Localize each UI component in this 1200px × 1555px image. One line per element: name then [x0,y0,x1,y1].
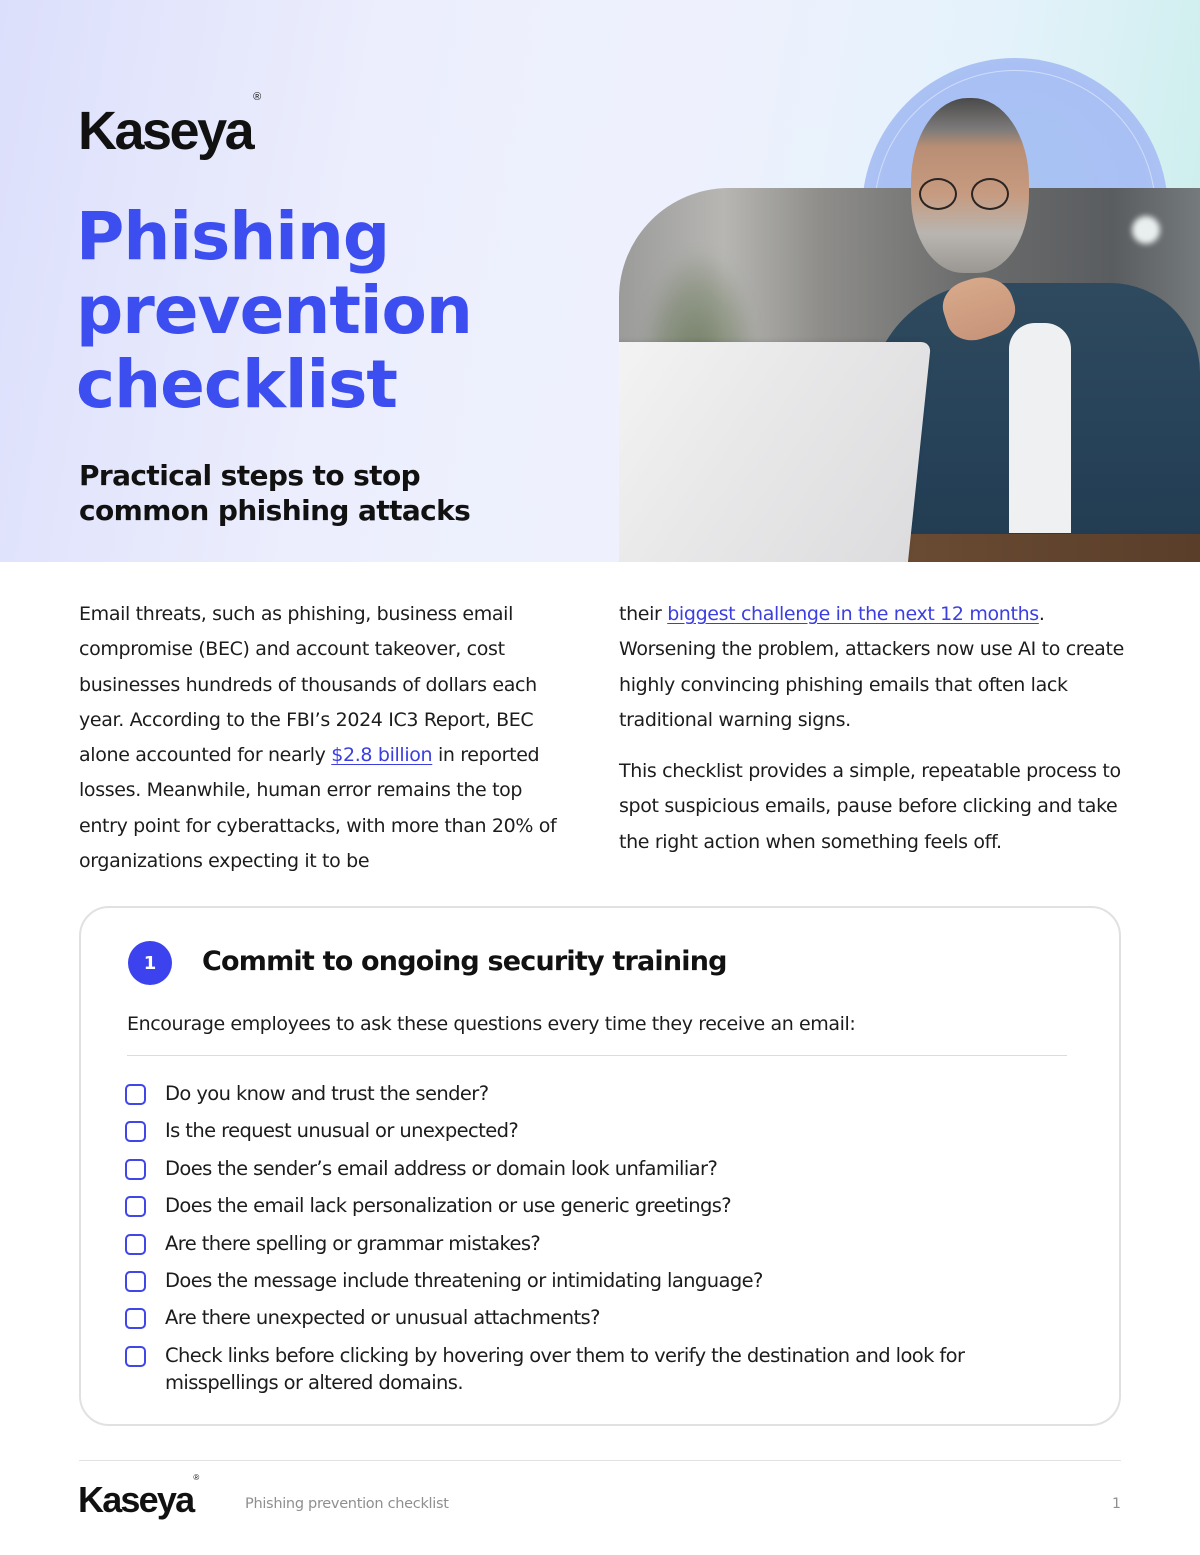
intro-text: . Worsening the problem, attackers now use AI to create highly convincing phishing emails that often lack traditional warning signs. [619,603,1124,731]
intro-text: in reported losses. Meanwhile, human error remains the top entry point for cyberattacks, with more than 20% of organizations expecting it to be [79,744,557,873]
divider [127,1055,1067,1056]
checkbox-icon[interactable] [125,1308,146,1329]
hero-banner [0,0,1200,562]
intro-text: their [619,603,668,625]
kaseya-logo [78,91,262,161]
laptop [619,342,931,562]
checklist-item[interactable] [125,1230,1025,1258]
checklist-item[interactable] [125,1304,1025,1332]
checklist-item-label: Are there unexpected or unusual attachments? [165,1306,600,1330]
checklist-item[interactable] [125,1155,1025,1183]
checkbox-icon[interactable] [125,1159,146,1180]
checklist-item[interactable] [125,1117,1025,1145]
checklist-item-label: Does the message include threatening or intimidating language? [165,1268,763,1292]
checklist [125,1080,1025,1405]
checklist-purpose-paragraph: This checklist provides a simple, repeatable process to spot suspicious emails, pause before clicking and take the right action when something feels off. [619,760,1121,853]
checklist-item-label: Are there spelling or grammar mistakes? [165,1231,541,1255]
intro-paragraph [79,597,569,879]
checklist-item-label: Check links before clicking by hovering over them to verify the destination and look for misspellings or altered domains. [165,1343,965,1394]
page-number: 1 [1112,1496,1121,1512]
intro-paragraph [619,597,1129,738]
checklist-item[interactable] [125,1267,1025,1295]
glasses-icon [919,178,1019,210]
light-bokeh [1132,216,1160,244]
biggest-challenge-link[interactable]: biggest challenge in the next 12 months [667,603,1039,625]
checkbox-icon[interactable] [125,1196,146,1217]
intro-right-column [619,597,1129,860]
section-title: Commit to ongoing security training [202,946,727,977]
person-tshirt [1009,323,1071,533]
checklist-item[interactable] [125,1342,1025,1396]
footer-kaseya-logo [78,1473,200,1520]
section-intro: Encourage employees to ask these questions every time they receive an email: [127,1013,856,1035]
checklist-item[interactable] [125,1192,1025,1220]
checkbox-icon[interactable] [125,1271,146,1292]
checkbox-icon[interactable] [125,1084,146,1105]
step-number-badge: 1 [128,941,172,985]
footer-document-title: Phishing prevention checklist [245,1496,449,1512]
intro-left-column [79,597,569,879]
checklist-card [79,906,1121,1426]
hero-photo [619,188,1200,562]
checklist-item-label: Is the request unusual or unexpected? [165,1119,519,1143]
footer-brand-name: Kaseya [78,1479,194,1520]
registered-mark-icon: ® [253,91,262,103]
checklist-item[interactable] [125,1080,1025,1108]
checkbox-icon[interactable] [125,1121,146,1142]
checklist-item-label: Do you know and trust the sender? [165,1082,489,1105]
footer-divider [79,1460,1121,1461]
checklist-item-label: Does the email lack personalization or use generic greetings? [165,1194,732,1218]
intro-text: Email threats, such as phishing, business email compromise (BEC) and account takeover, cost businesses hundreds of thousands of dollars each year. According to the FBI’s 2024 IC3 Report, BEC alone accounted for nearly [79,603,537,767]
brand-name: Kaseya [78,101,253,161]
fbi-report-link[interactable]: $2.8 billion [331,744,433,767]
page-subtitle: Practical steps to stop common phishing attacks [79,459,471,527]
registered-mark-icon: ® [193,1473,200,1482]
checklist-item-label: Does the sender’s email address or domain look unfamiliar? [165,1156,718,1180]
checkbox-icon[interactable] [125,1346,146,1367]
page-title: Phishing prevention checklist [76,198,472,423]
checkbox-icon[interactable] [125,1234,146,1255]
